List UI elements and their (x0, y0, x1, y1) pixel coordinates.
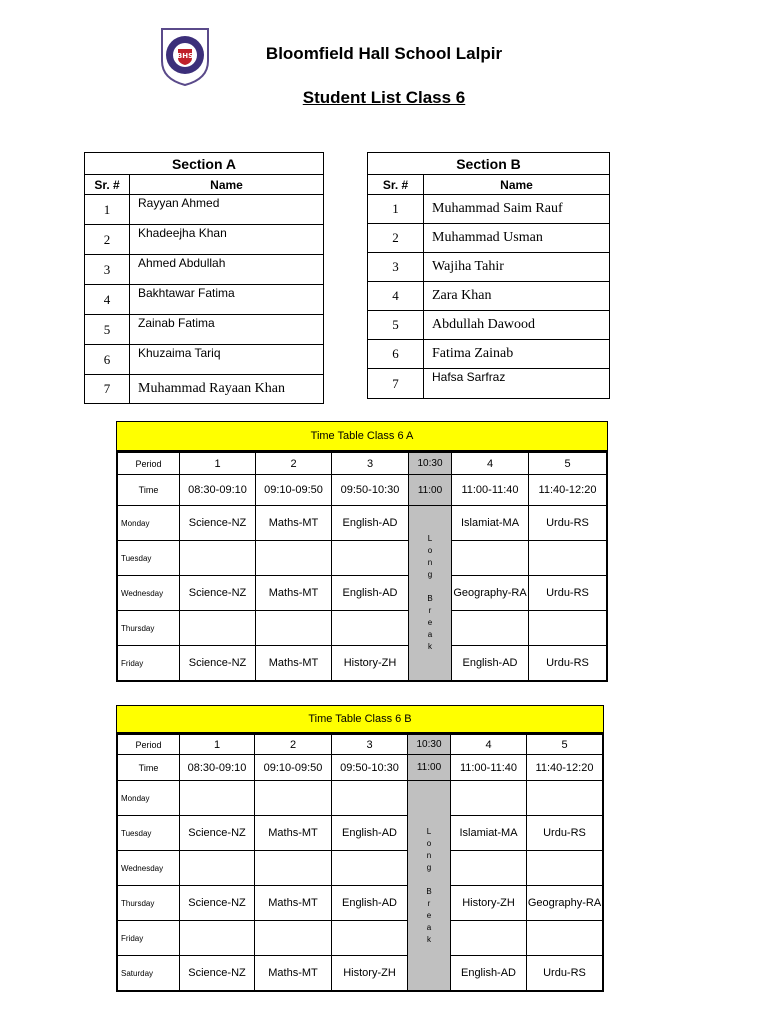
sr-cell: 4 (85, 285, 130, 315)
table-row (85, 285, 324, 315)
break-letter: e (426, 910, 432, 920)
section-b-table (367, 152, 610, 399)
name-cell: Khuzaima Tariq (130, 345, 324, 375)
break-letter: o (427, 546, 433, 555)
period-number: 3 (332, 735, 408, 755)
subject-cell: English-AD (451, 956, 527, 991)
table-row (368, 340, 610, 369)
subject-cell (332, 541, 409, 576)
break-start-time: 10:30 (408, 735, 451, 755)
break-letter: n (426, 850, 432, 860)
break-letter (409, 581, 451, 593)
sr-cell: 1 (368, 195, 424, 224)
break-letter: B (426, 886, 432, 896)
subject-cell: Maths-MT (255, 956, 332, 991)
timetable-6a (116, 421, 608, 682)
period-number: 2 (256, 453, 332, 475)
name-cell: Khadeejha Khan (130, 225, 324, 255)
break-letter: o (426, 838, 432, 848)
day-label: Thursday (118, 611, 180, 646)
subject-cell (451, 851, 527, 886)
table-row (118, 921, 603, 956)
subject-cell: Urdu-RS (527, 816, 603, 851)
sr-cell: 5 (368, 311, 424, 340)
subject-cell: Geography-RA (452, 576, 529, 611)
subject-cell: Geography-RA (527, 886, 603, 921)
table-row (85, 345, 324, 375)
subject-cell: Science-NZ (180, 506, 256, 541)
sr-cell: 3 (85, 255, 130, 285)
period-number: 4 (451, 735, 527, 755)
subject-cell: English-AD (332, 886, 408, 921)
period-number: 2 (255, 735, 332, 755)
table-row (118, 576, 607, 611)
name-cell: Zainab Fatima (130, 315, 324, 345)
period-time: 08:30-09:10 (180, 755, 255, 781)
name-cell: Zara Khan (424, 282, 610, 311)
period-number: 5 (529, 453, 607, 475)
timetable-6b (116, 705, 604, 992)
subject-cell: History-ZH (451, 886, 527, 921)
subject-cell: History-ZH (332, 646, 409, 681)
sr-cell: 7 (368, 369, 424, 399)
subject-cell: Science-NZ (180, 576, 256, 611)
timetable-6a-title: Time Table Class 6 A (117, 422, 607, 452)
day-label: Friday (118, 646, 180, 681)
name-cell: Ahmed Abdullah (130, 255, 324, 285)
table-row (118, 851, 603, 886)
break-letter: L (427, 534, 433, 543)
name-cell: Hafsa Sarfraz (424, 369, 610, 399)
break-letter (408, 874, 450, 886)
name-cell: Fatima Zainab (424, 340, 610, 369)
subject-cell: Islamiat-MA (452, 506, 529, 541)
subject-cell (256, 541, 332, 576)
section-a-table (84, 152, 324, 404)
table-row (85, 195, 324, 225)
timetable-6b-grid (117, 734, 603, 991)
day-label: Wednesday (118, 576, 180, 611)
subject-cell: Science-NZ (180, 886, 255, 921)
section-b-name-header: Name (424, 175, 610, 195)
subject-cell: Islamiat-MA (451, 816, 527, 851)
subject-cell (180, 611, 256, 646)
subject-cell (452, 611, 529, 646)
period-number: 1 (180, 453, 256, 475)
break-letter: B (427, 594, 433, 603)
table-row (368, 282, 610, 311)
subject-cell (255, 781, 332, 816)
day-label: Saturday (118, 956, 180, 991)
period-time: 09:50-10:30 (332, 755, 408, 781)
period-time: 08:30-09:10 (180, 475, 256, 506)
break-end-time: 11:00 (408, 755, 451, 781)
period-time: 09:50-10:30 (332, 475, 409, 506)
break-end-time: 11:00 (409, 475, 452, 506)
sr-cell: 5 (85, 315, 130, 345)
break-letter: k (428, 642, 432, 651)
sr-cell: 1 (85, 195, 130, 225)
sr-cell: 7 (85, 375, 130, 404)
time-row (118, 475, 607, 506)
subject-cell (451, 921, 527, 956)
subject-cell: English-AD (332, 576, 409, 611)
subject-cell (452, 541, 529, 576)
subject-cell (451, 781, 527, 816)
break-letter: g (427, 570, 433, 579)
name-cell: Muhammad Usman (424, 224, 610, 253)
subject-cell: Maths-MT (256, 506, 332, 541)
day-label: Tuesday (118, 541, 180, 576)
table-row (118, 541, 607, 576)
subject-cell: Maths-MT (256, 646, 332, 681)
subject-cell (180, 921, 255, 956)
subject-cell (332, 781, 408, 816)
section-b-sr-header: Sr. # (368, 175, 424, 195)
break-letter: g (426, 862, 432, 872)
subject-cell (527, 921, 603, 956)
table-row (368, 369, 610, 399)
subject-cell (332, 921, 408, 956)
subject-cell (527, 781, 603, 816)
sr-cell: 6 (85, 345, 130, 375)
period-number: 4 (452, 453, 529, 475)
table-row (368, 253, 610, 282)
table-row (368, 224, 610, 253)
period-time: 11:40-12:20 (529, 475, 607, 506)
subject-cell: Maths-MT (255, 816, 332, 851)
period-time: 09:10-09:50 (255, 755, 332, 781)
subject-cell (255, 851, 332, 886)
subject-cell: Science-NZ (180, 956, 255, 991)
period-time: 11:00-11:40 (452, 475, 529, 506)
break-letter: r (428, 606, 432, 615)
table-row (118, 816, 603, 851)
period-label: Period (118, 735, 180, 755)
table-row (118, 781, 603, 816)
subject-cell (255, 921, 332, 956)
period-row (118, 453, 607, 475)
subject-cell: Urdu-RS (527, 956, 603, 991)
subject-cell: Maths-MT (255, 886, 332, 921)
list-title (0, 88, 768, 108)
subject-cell (180, 781, 255, 816)
long-break-cell (409, 506, 452, 681)
sr-cell: 2 (85, 225, 130, 255)
sr-cell: 4 (368, 282, 424, 311)
period-time: 11:00-11:40 (451, 755, 527, 781)
day-label: Thursday (118, 886, 180, 921)
list-title-text: Student List Class 6 (302, 88, 466, 107)
subject-cell (180, 541, 256, 576)
subject-cell (332, 611, 409, 646)
name-cell: Muhammad Rayaan Khan (130, 375, 324, 404)
sr-cell: 6 (368, 340, 424, 369)
school-name-text: Bloomfield Hall School Lalpir (265, 44, 503, 63)
break-letter: L (426, 826, 432, 836)
day-label: Tuesday (118, 816, 180, 851)
table-row (118, 611, 607, 646)
period-row (118, 735, 603, 755)
period-time: 09:10-09:50 (256, 475, 332, 506)
section-a-title: Section A (85, 153, 324, 175)
time-row (118, 755, 603, 781)
day-label: Monday (118, 506, 180, 541)
day-label: Friday (118, 921, 180, 956)
section-a-name-header: Name (130, 175, 324, 195)
subject-cell (180, 851, 255, 886)
break-letter: a (426, 922, 432, 932)
table-row (368, 311, 610, 340)
table-row (118, 646, 607, 681)
day-label: Wednesday (118, 851, 180, 886)
subject-cell: English-AD (452, 646, 529, 681)
table-row (118, 506, 607, 541)
table-row (85, 255, 324, 285)
name-cell: Wajiha Tahir (424, 253, 610, 282)
long-break-cell (408, 781, 451, 991)
subject-cell (332, 851, 408, 886)
period-number: 1 (180, 735, 255, 755)
time-label: Time (118, 475, 180, 506)
day-label: Monday (118, 781, 180, 816)
name-cell: Bakhtawar Fatima (130, 285, 324, 315)
subject-cell: Maths-MT (256, 576, 332, 611)
time-label: Time (118, 755, 180, 781)
subject-cell: Urdu-RS (529, 506, 607, 541)
subject-cell: Science-NZ (180, 646, 256, 681)
table-row (85, 225, 324, 255)
break-letter: e (427, 618, 433, 627)
timetable-6a-grid (117, 452, 607, 681)
table-row (118, 886, 603, 921)
table-row (368, 195, 610, 224)
subject-cell (529, 611, 607, 646)
subject-cell: Science-NZ (180, 816, 255, 851)
subject-cell: Urdu-RS (529, 646, 607, 681)
name-cell: Muhammad Saim Rauf (424, 195, 610, 224)
period-label: Period (118, 453, 180, 475)
period-number: 3 (332, 453, 409, 475)
name-cell: Rayyan Ahmed (130, 195, 324, 225)
table-row (118, 956, 603, 991)
period-time: 11:40-12:20 (527, 755, 603, 781)
sr-cell: 3 (368, 253, 424, 282)
subject-cell (256, 611, 332, 646)
svg-text:BHS: BHS (176, 52, 194, 60)
subject-cell (529, 541, 607, 576)
section-b-title: Section B (368, 153, 610, 175)
section-a-sr-header: Sr. # (85, 175, 130, 195)
subject-cell: English-AD (332, 506, 409, 541)
table-row (85, 315, 324, 345)
break-letter: k (427, 934, 431, 944)
break-letter: n (427, 558, 433, 567)
break-letter: a (427, 630, 433, 639)
table-row (85, 375, 324, 404)
subject-cell: Urdu-RS (529, 576, 607, 611)
subject-cell (527, 851, 603, 886)
subject-cell: History-ZH (332, 956, 408, 991)
break-letter: r (427, 898, 431, 908)
period-number: 5 (527, 735, 603, 755)
timetable-6b-title: Time Table Class 6 B (117, 706, 603, 734)
school-name (0, 44, 768, 64)
name-cell: Abdullah Dawood (424, 311, 610, 340)
break-start-time: 10:30 (409, 453, 452, 475)
subject-cell: English-AD (332, 816, 408, 851)
sr-cell: 2 (368, 224, 424, 253)
